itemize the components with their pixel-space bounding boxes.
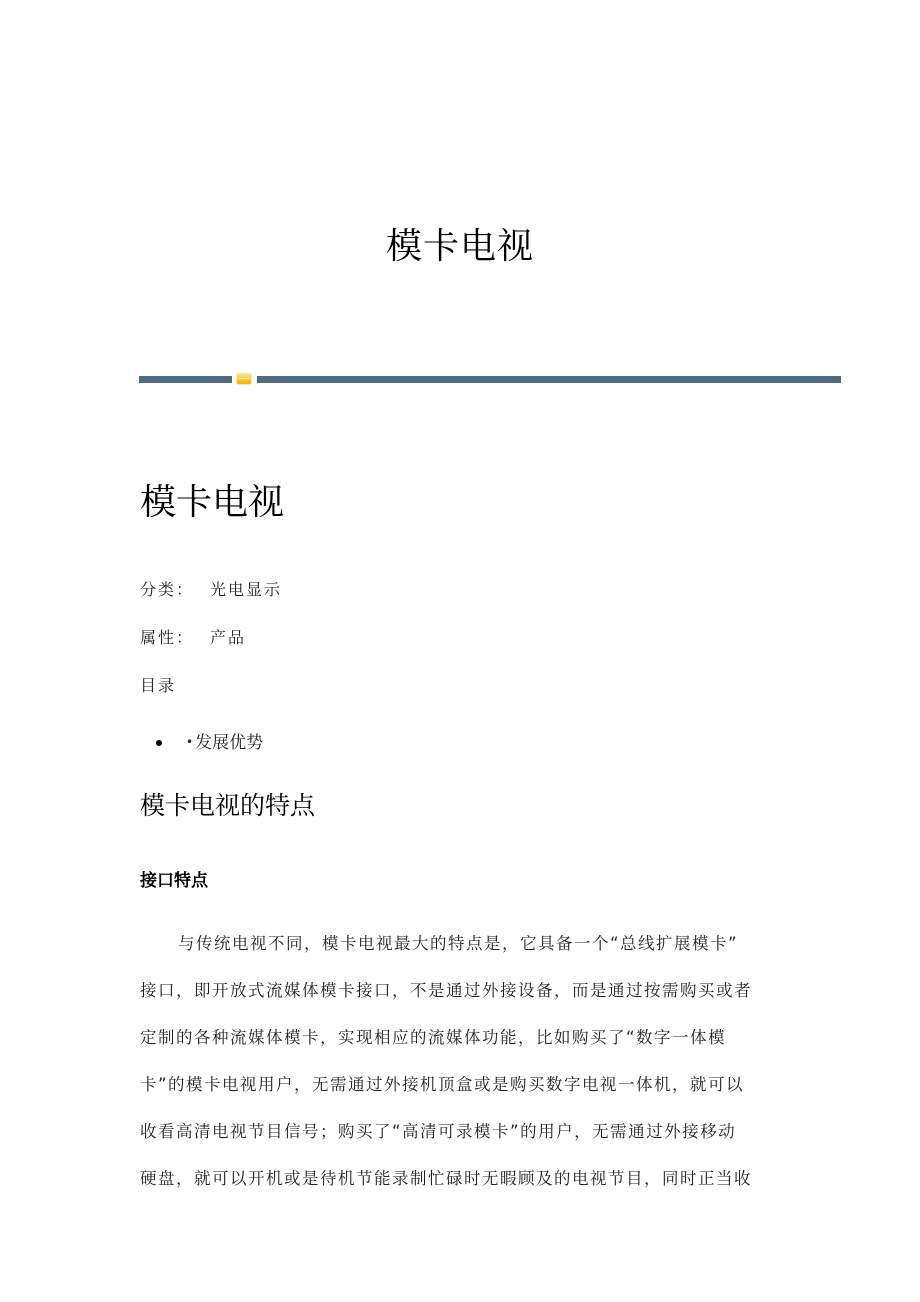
article-title: 模卡电视 (140, 482, 285, 523)
toc-item-label[interactable]: 发展优势 (195, 733, 264, 753)
meta-category (140, 577, 282, 600)
toc-label: 目录 (140, 676, 177, 695)
dot-icon: • (186, 735, 194, 749)
paragraph-line: 硬盘，就可以开机或是待机节能录制忙碌时无暇顾及的电视节目，同时正当收 (140, 1169, 752, 1188)
paragraph-line: 接口，即开放式流媒体模卡接口，不是通过外接设备，而是通过按需购买或者 (140, 981, 752, 1000)
decorative-divider (139, 375, 841, 384)
meta-attribute (140, 625, 246, 648)
ornament-icon (237, 374, 251, 384)
meta-attribute-label: 属性： (140, 628, 195, 647)
section-title: 模卡电视的特点 (140, 791, 316, 820)
cover-title: 模卡电视 (385, 226, 534, 267)
meta-category-value: 光电显示 (210, 580, 283, 599)
paragraph-line: 定制的各种流媒体模卡，实现相应的流媒体功能，比如购买了“数字一体模 (140, 1028, 727, 1047)
paragraph-line: 卡”的模卡电视用户，无需通过外接机顶盒或是购买数字电视一体机，就可以 (140, 1075, 745, 1094)
divider-bar-left (139, 376, 232, 383)
bullet-icon (156, 740, 162, 746)
meta-category-label: 分类： (140, 580, 195, 599)
paragraph-line: 收看高清电视节目信号；购买了“高清可录模卡”的用户，无需通过外接移动 (140, 1122, 737, 1141)
divider-bar-right (257, 376, 841, 383)
paragraph-line: 与传统电视不同，模卡电视最大的特点是，它具备一个“总线扩展模卡” (178, 934, 739, 953)
subsection-title: 接口特点 (140, 871, 208, 891)
toc-item-development-advantages[interactable] (156, 728, 263, 753)
meta-attribute-value: 产品 (210, 628, 247, 647)
body-paragraph (140, 920, 772, 1202)
